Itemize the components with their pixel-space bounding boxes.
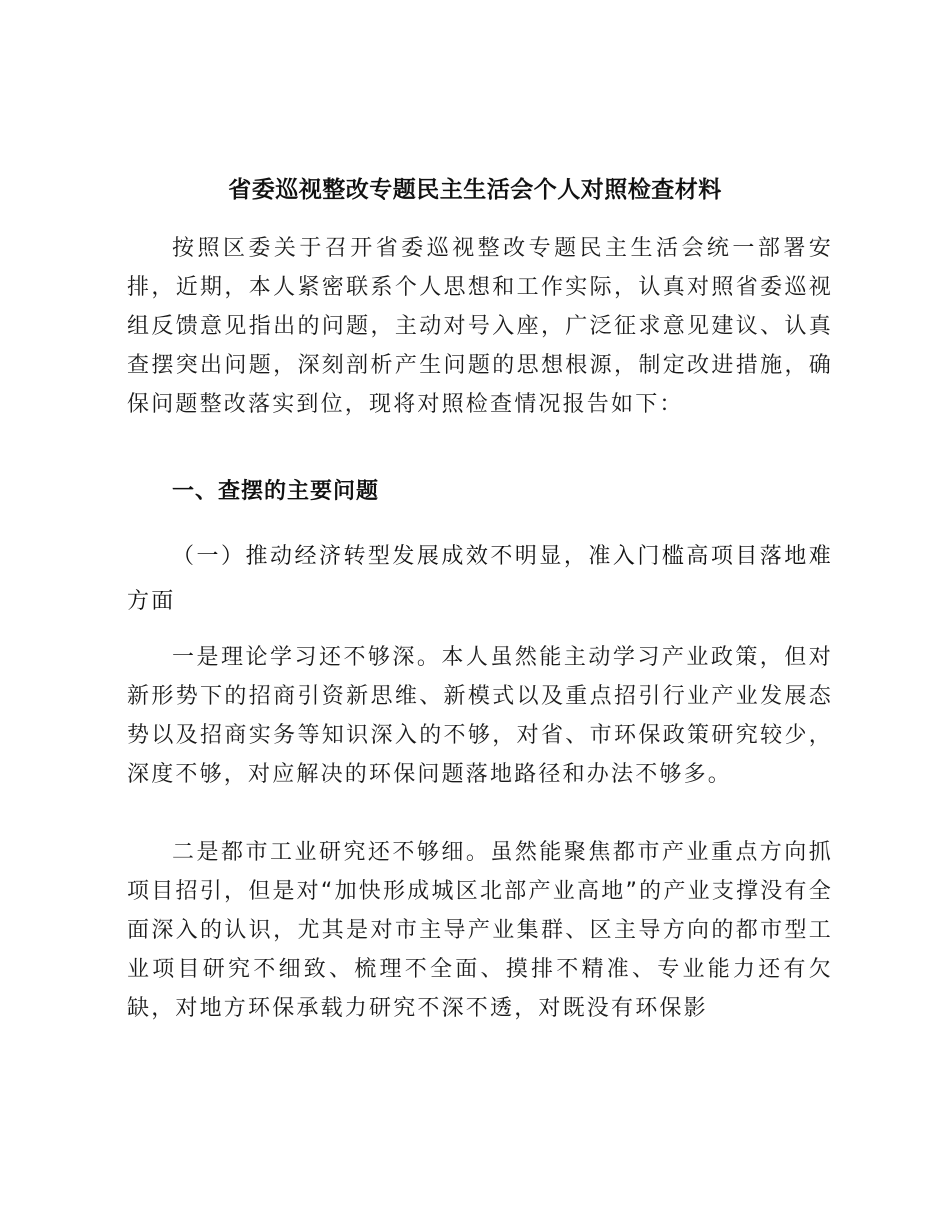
body-paragraph-2: 二是都市工业研究还不够细。虽然能聚焦都市产业重点方向抓项目招引，但是对“加快形成城区北部产业高地”的产业支撑没有全面深入的认识，尤其是对市主导产业集群、区主导方向的都市型工业项目研究不细致、梳理不全面、摸排不精准、专业能力还有欠缺，对地方环保承载力研究不深不透，对既没有环保影 [127, 840, 833, 1021]
document-title: 省委巡视整改专题民主生活会个人对照检查材料 [228, 176, 722, 203]
section-heading: 一、查摆的主要问题 [172, 479, 380, 504]
subsection-heading: （一）推动经济转型发展成效不明显，准入门槛高项目落地难方面 [127, 544, 833, 614]
intro-paragraph: 按照区委关于召开省委巡视整改专题民主生活会统一部署安排，近期，本人紧密联系个人思想和工作实际，认真对照省委巡视组反馈意见指出的问题，主动对号入座，广泛征求意见建议、认真查摆突出问题，深刻剖析产生问题的思想根源，制定改进措施，确保问题整改落实到位，现将对照检查情况报告如下： [127, 236, 833, 417]
body-paragraph-1: 一是理论学习还不够深。本人虽然能主动学习产业政策，但对新形势下的招商引资新思维、新模式以及重点招引行业产业发展态势以及招商实务等知识深入的不够，对省、市环保政策研究较少，深度不够，对应解决的环保问题落地路径和办法不够多。 [127, 645, 833, 787]
